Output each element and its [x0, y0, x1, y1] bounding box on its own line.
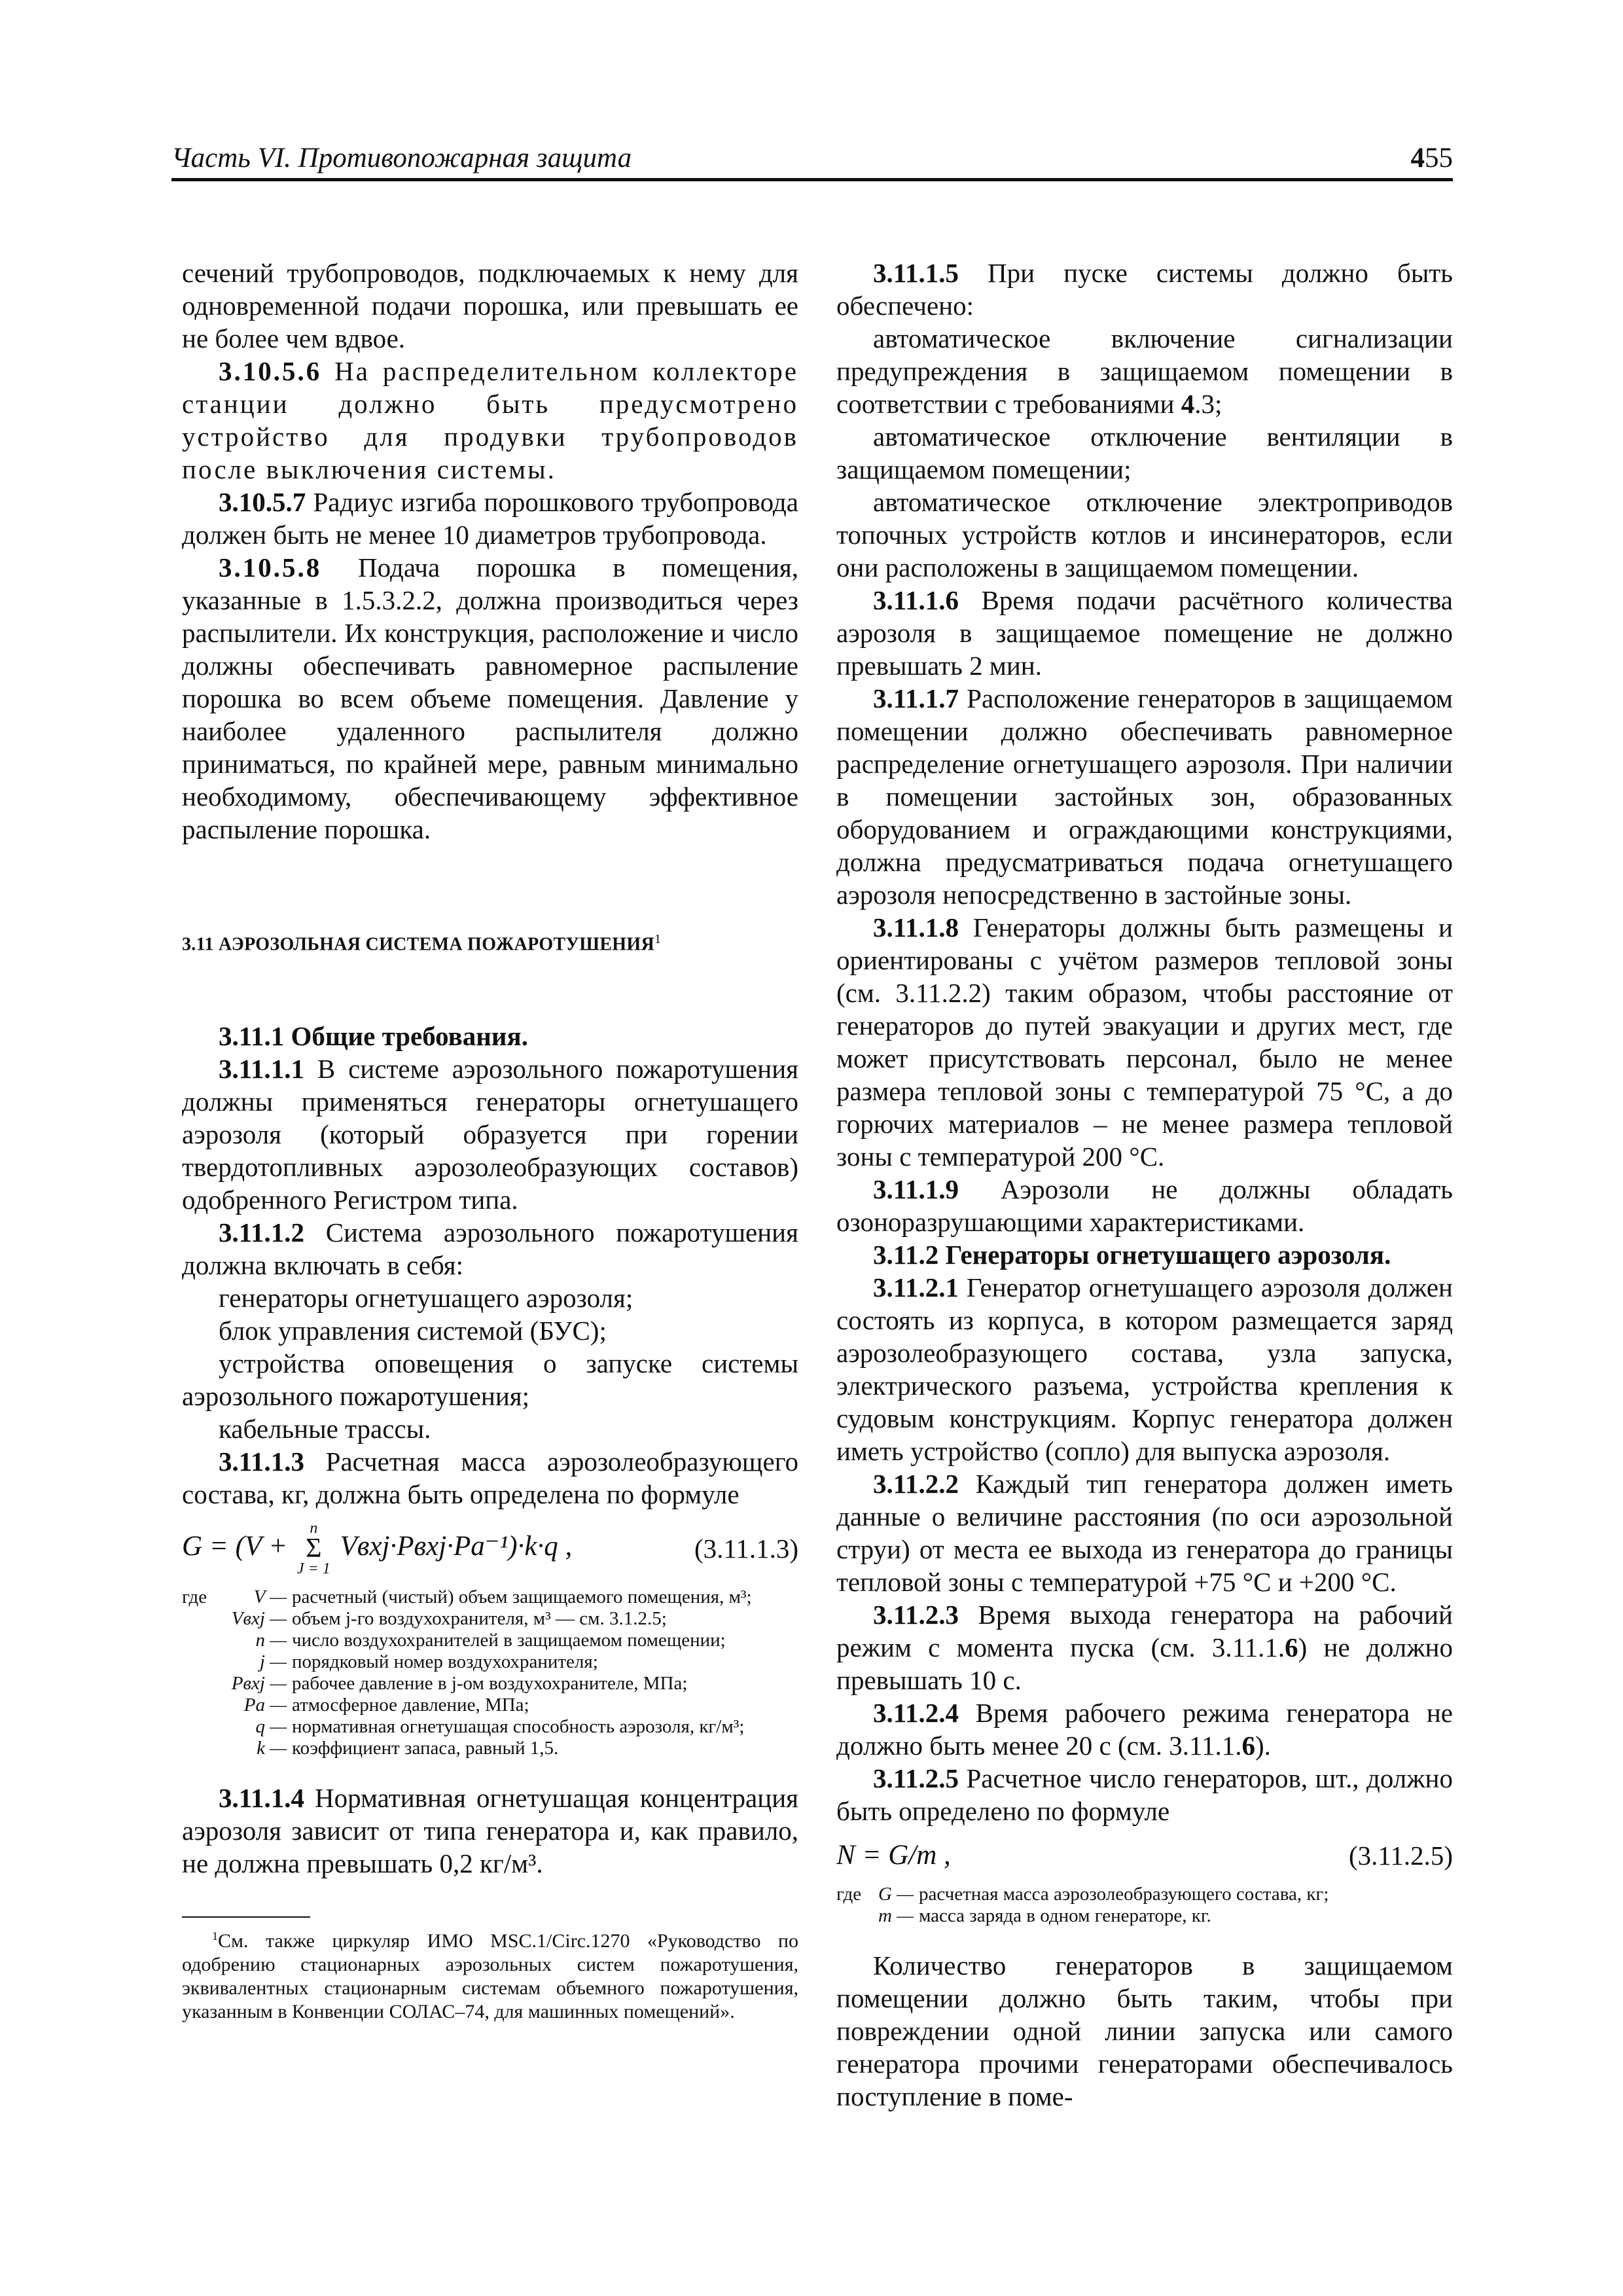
paragraph: 3.10.5.8 Подача порошка в помещения, указанные в 1.5.3.2.2, должна производиться через распылители. Их конструкция, расположение и число должны обеспечивать равномерное распыление порошка во всем объеме помещения. Давление у наиболее удаленного распылителя должно приниматься, по крайней мере, равным минимально необходимому, обеспечивающему эффективное распыление порошка. — [182, 552, 798, 844]
list-item: автоматическое отключение электроприводов топочных устройств котлов и инсинераторов, если они расположены в защищаемом помещении. — [836, 487, 1453, 583]
paragraph: 3.11.2.4 Время рабочего режима генератора не должно быть менее 20 с (см. 3.11.1.6). — [836, 1698, 1453, 1761]
list-item: генераторы огнетушащего аэрозоля; — [219, 1283, 633, 1314]
paragraph: 3.11.1.4 Нормативная огнетушащая концентрация аэрозоля зависит от типа генератора и, как правило, не должна превышать 0,2 кг/м³. — [182, 1783, 798, 1879]
formula-legend — [836, 1884, 1453, 1927]
paragraph: 3.11.1.3 Расчетная масса аэрозолеобразующего состава, кг, должна быть определена по формуле — [182, 1446, 798, 1510]
right-column — [836, 257, 1453, 2113]
formula-3-11-1-3 — [182, 1517, 798, 1580]
left-column — [182, 257, 798, 2024]
legend-row: Vвхj — объем j-го воздухохранителя, м³ — см. 3.1.2.5; — [231, 1608, 667, 1630]
legend-row: m — масса заряда в одном генераторе, кг. — [878, 1905, 1211, 1926]
paragraph: 3.11.2.1 Генератор огнетушащего аэрозоля должен состоять из корпуса, в котором размещается заряд аэрозолеобразующего состава, узла запуска, электрического разъема, устройства крепления к судовым конструкциям. Корпус генератора должен иметь устройство (сопло) для выпуска аэрозоля. — [836, 1272, 1453, 1466]
paragraph: 3.11.1.5 При пуске системы должно быть обеспечено: — [836, 258, 1453, 321]
legend-row: Pвхj — рабочее давление в j-ом воздухохранителе, МПа; — [231, 1673, 688, 1695]
legend-row: q — нормативная огнетушащая способность аэрозоля, кг/м³; — [255, 1716, 745, 1738]
list-item: блок управления системой (БУС); — [219, 1316, 607, 1346]
formula-legend — [182, 1587, 798, 1759]
page-number: 455 — [1410, 143, 1453, 173]
paragraph: 3.10.5.7 Радиус изгиба порошкового трубопровода должен быть не менее 10 диаметров трубопровода. — [182, 487, 798, 550]
paragraph: 3.11.1.7 Расположение генераторов в защищаемом помещении должно обеспечивать равномерное распределение огнетушащего аэрозоля. При наличии в помещении застойных зон, образованных оборудованием и ограждающими конструкциями, должна предусматриваться подача огнетушащего аэрозоля непосредственно в застойные зоны. — [836, 683, 1453, 910]
paragraph: 3.10.5.6 На распределительном коллекторе станции должно быть предусмотрено устройство для продувки трубопроводов после выключения системы. — [182, 356, 798, 484]
paragraph: 3.11.1.9 Аэрозоли не должны обладать озоноразрушающими характеристиками. — [836, 1174, 1453, 1237]
subsection-heading: 3.11.2 Генераторы огнетушащего аэрозоля. — [873, 1240, 1391, 1270]
legend-row: где G — расчетная масса аэрозолеобразующего состава, кг; — [836, 1884, 1329, 1905]
legend-row: Pa — атмосферное давление, МПа; — [243, 1695, 529, 1716]
formula-number: (3.11.2.5) — [1348, 1840, 1453, 1871]
list-item: кабельные трассы. — [219, 1414, 431, 1444]
paragraph: 3.11.2.3 Время выхода генератора на рабочий режим с момента пуска (см. 3.11.1.6) не должно превышать 10 с. — [836, 1600, 1454, 1695]
paragraph: 3.11.1.6 Время подачи расчётного количества аэрозоля в защищаемое помещение не должно превышать 2 мин. — [836, 585, 1453, 681]
paragraph: 3.11.2.5 Расчетное число генераторов, шт., должно быть определено по формуле — [836, 1763, 1453, 1826]
footnote: $^1$См. также циркуляр ИМО MSC.1/Circ.1270 «Руководство по одобрению стационарных аэрозольных систем пожаротушения, эквивалентных стационарным системам объемного пожаротушения, указанным в Конвенции СОЛАС–74, для машинных помещений». — [182, 1929, 798, 2023]
list-item: устройства оповещения о запуске системы аэрозольного пожаротушения; — [182, 1348, 798, 1412]
subsection-heading: 3.11.1 Общие требования. — [219, 1021, 528, 1052]
paragraph: 3.11.1.8 Генераторы должны быть размещены и ориентированы с учётом размеров тепловой зоны (см. 3.11.2.2) таким образом, чтобы расстояние от генераторов до путей эвакуации и других мест, где может присутствовать персонал, было не менее размера тепловой зоны с температурой 75 °С, а до горючих материалов – не менее размера тепловой зоны с температурой 200 °С. — [836, 912, 1453, 1172]
paragraph: 3.11.1.1 В системе аэрозольного пожаротушения должны применяться генераторы огнетушащего аэрозоля (который образуется при горении твердотопливных аэрозолеобразующих составов) одобренного Регистром типа. — [182, 1054, 798, 1215]
sum-operator: n Σ J = 1 — [296, 1520, 330, 1578]
paragraph: 3.11.2.2 Каждый тип генератора должен иметь данные о величине расстояния (по оси аэрозольной струи) от места ее выхода из генератора до границы тепловой зоны с температурой +75 °С и +200 °С. — [836, 1469, 1453, 1597]
list-item: автоматическое включение сигнализации предупреждения в защищаемом помещении в соответствии с требованиями 4.3; — [836, 323, 1453, 419]
footnote-divider — [182, 1916, 310, 1918]
paragraph: сечений трубопроводов, подключаемых к нему для одновременной подачи порошка, или превышать ее не более чем вдвое. — [182, 258, 798, 353]
formula-number: (3.11.1.3) — [694, 1534, 798, 1564]
formula-3-11-2-5 — [836, 1831, 1453, 1880]
list-item: автоматическое отключение вентиляции в защищаемом помещении; — [836, 422, 1453, 484]
legend-row: где V — расчетный (чистый) объем защищаемого помещения, м³; — [182, 1587, 752, 1608]
paragraph: Количество генераторов в защищаемом помещении должно быть таким, чтобы при повреждении одной линии запуска или самого генератора прочими генераторами обеспечивалось поступление в поме- — [836, 1950, 1453, 2111]
section-title: 3.11 АЭРОЗОЛЬНАЯ СИСТЕМА ПОЖАРОТУШЕНИЯ$^1$ — [182, 932, 662, 955]
running-title: Часть VI. Противопожарная защита — [171, 143, 632, 173]
page-header — [171, 144, 1453, 181]
legend-row: n — число воздухохранителей в защищаемом помещении; — [255, 1630, 726, 1651]
formula-expression: G = (V + n Σ J = 1 Vвхj·Pвхj·Pa⁻¹)·k·q , — [182, 1520, 573, 1578]
legend-row: k — коэффициент запаса, равный 1,5. — [257, 1738, 559, 1759]
formula-expression: N = G/m , — [836, 1840, 951, 1871]
legend-row: j — порядковый номер воздухохранителя; — [259, 1651, 598, 1673]
paragraph: 3.11.1.2 Система аэрозольного пожаротушения должна включать в себя: — [182, 1217, 798, 1281]
